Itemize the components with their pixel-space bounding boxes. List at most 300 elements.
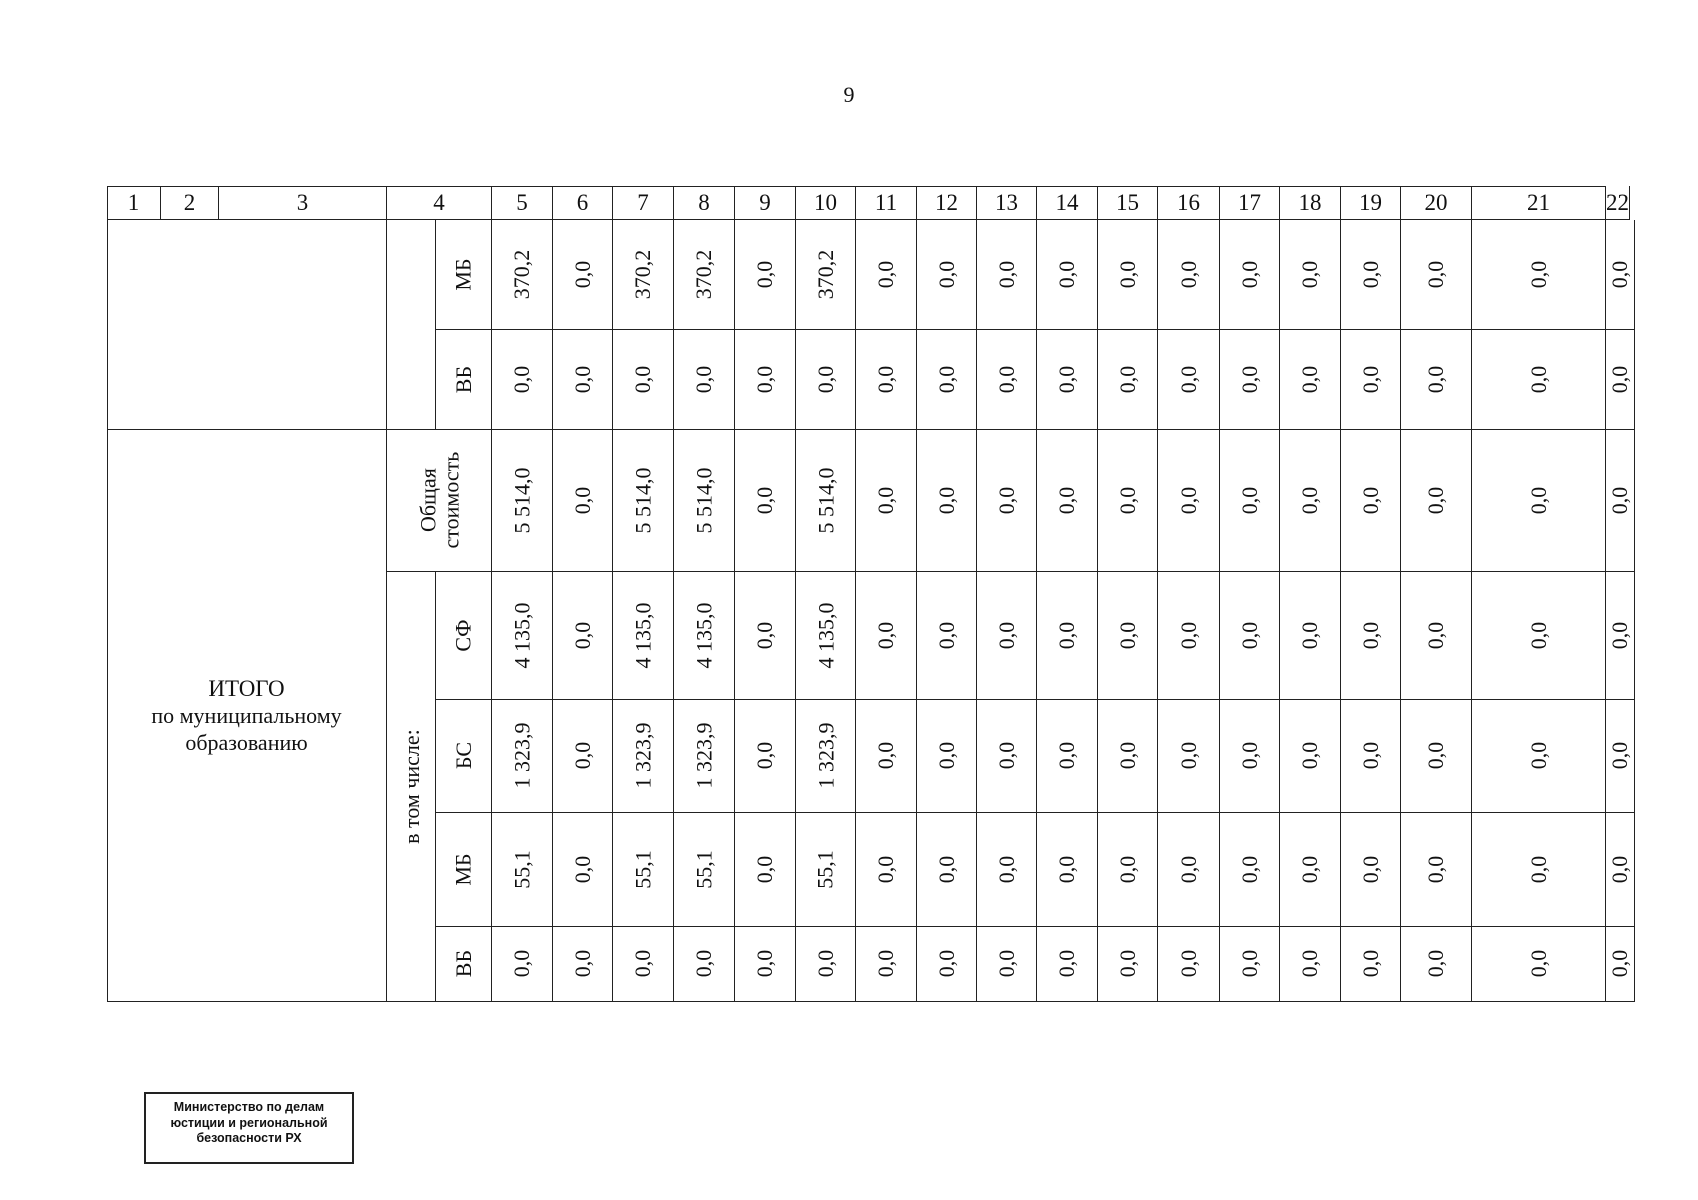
value-cell [856, 572, 917, 700]
value-cell [1341, 700, 1401, 813]
value: 1 323,9 [509, 723, 535, 789]
value: 0,0 [933, 950, 959, 978]
value-cell [553, 220, 613, 330]
value: 0,0 [993, 950, 1019, 978]
header-number: 6 [576, 189, 589, 215]
value: 0,0 [752, 260, 778, 289]
value: 0,0 [873, 260, 899, 289]
value: 0,0 [993, 621, 1019, 650]
value: 0,0 [1423, 486, 1449, 515]
value: 0,0 [1297, 486, 1323, 515]
value: 4 135,0 [630, 602, 656, 669]
value-cell [1098, 572, 1158, 700]
value-cell [1401, 927, 1472, 1002]
value: 0,0 [752, 486, 778, 515]
value: 0,0 [1114, 621, 1140, 650]
total-title-cell [107, 430, 387, 1002]
header-number: 14 [1055, 189, 1079, 215]
header-number: 21 [1527, 189, 1550, 215]
value-cell [1220, 572, 1280, 700]
header-number: 3 [296, 189, 309, 215]
value-cell [1401, 430, 1472, 572]
header-cell [1401, 186, 1472, 220]
value: 0,0 [1525, 365, 1551, 394]
value: 0,0 [933, 742, 959, 770]
value: 5 514,0 [691, 467, 717, 534]
value-cell [1472, 220, 1606, 330]
value: 0,0 [630, 950, 656, 978]
value: 0,0 [509, 950, 535, 978]
value: 0,0 [1175, 621, 1201, 650]
value: 0,0 [1054, 486, 1080, 515]
value: 4 135,0 [509, 602, 535, 669]
header-cell [1098, 186, 1158, 220]
header-number: 7 [637, 189, 649, 215]
row-label: МБ [450, 853, 476, 886]
value-cell [1220, 220, 1280, 330]
value-cell [1341, 927, 1401, 1002]
value: 4 135,0 [691, 602, 717, 669]
value: 5 514,0 [812, 467, 838, 534]
header-cell [219, 186, 387, 220]
header-number: 17 [1238, 189, 1261, 215]
value: 0,0 [1297, 742, 1323, 770]
header-cell [1037, 186, 1098, 220]
value: 0,0 [1236, 855, 1262, 884]
value: 0,0 [1175, 365, 1201, 394]
value: 0,0 [1607, 260, 1633, 289]
value: 0,0 [752, 365, 778, 394]
header-cell [1606, 186, 1630, 220]
value-cell [1098, 330, 1158, 430]
value: 0,0 [1357, 260, 1383, 289]
value: 0,0 [1175, 260, 1201, 289]
header-number: 16 [1177, 189, 1200, 215]
value: 0,0 [1297, 855, 1323, 884]
value: 0,0 [1054, 260, 1080, 289]
value: 0,0 [993, 365, 1019, 394]
value: 0,0 [1054, 742, 1080, 770]
row-label-cell [436, 927, 492, 1002]
header-number: 19 [1359, 189, 1382, 215]
value-cell [856, 700, 917, 813]
value-cell [1472, 700, 1606, 813]
value: 0,0 [569, 365, 595, 394]
value-cell [1158, 330, 1220, 430]
value-cell [1341, 330, 1401, 430]
value: 0,0 [1525, 486, 1551, 515]
header-cell [796, 186, 856, 220]
value: 0,0 [1114, 742, 1140, 770]
value-cell [917, 700, 977, 813]
row-label: МБ [450, 258, 476, 291]
header-cell [1158, 186, 1220, 220]
value: 5 514,0 [630, 467, 656, 534]
header-cell [856, 186, 917, 220]
value-cell [1401, 813, 1472, 927]
value: 4 135,0 [812, 602, 838, 669]
value-cell [1098, 700, 1158, 813]
value-cell [674, 700, 735, 813]
value: 1 323,9 [812, 723, 838, 789]
value: 0,0 [752, 855, 778, 884]
value-cell [1401, 330, 1472, 430]
value: 0,0 [1423, 742, 1449, 770]
value: 0,0 [1423, 365, 1449, 394]
value-cell [977, 813, 1037, 927]
total-cost-label-line-1: Общая [414, 468, 440, 533]
value: 0,0 [1607, 365, 1633, 394]
value-cell [492, 572, 553, 700]
value-cell [917, 813, 977, 927]
value-cell [1280, 700, 1341, 813]
header-number: 1 [127, 189, 140, 215]
value-cell [977, 220, 1037, 330]
value-cell [1098, 220, 1158, 330]
value-cell [674, 927, 735, 1002]
value-cell [1037, 572, 1098, 700]
value: 0,0 [933, 621, 959, 650]
value-cell [977, 927, 1037, 1002]
value: 55,1 [630, 850, 656, 889]
value: 0,0 [1175, 855, 1201, 884]
header-number: 4 [433, 189, 445, 215]
value: 55,1 [812, 850, 838, 889]
value: 0,0 [1525, 621, 1551, 650]
value-cell [1472, 813, 1606, 927]
value-cell [613, 700, 674, 813]
value: 0,0 [630, 365, 656, 394]
row-label: СФ [450, 619, 476, 652]
value-cell [492, 927, 553, 1002]
value-cell [1098, 927, 1158, 1002]
value-cell [796, 813, 856, 927]
row-label: ВБ [450, 950, 476, 978]
value-cell [613, 927, 674, 1002]
value-cell [856, 220, 917, 330]
value-cell [856, 430, 917, 572]
value-cell [735, 330, 796, 430]
value-cell [1158, 927, 1220, 1002]
value: 0,0 [1357, 950, 1383, 978]
value-cell [735, 430, 796, 572]
row-label-cell [436, 813, 492, 927]
value: 1 323,9 [630, 723, 656, 789]
header-cell [735, 186, 796, 220]
value: 0,0 [1423, 950, 1449, 978]
value-cell [1341, 220, 1401, 330]
value-cell [1220, 330, 1280, 430]
value-cell [1341, 430, 1401, 572]
value-cell [553, 927, 613, 1002]
row-label-cell [436, 330, 492, 430]
including-label-cell [387, 572, 436, 1002]
value: 0,0 [1357, 621, 1383, 650]
value: 0,0 [569, 486, 595, 515]
value-cell [1158, 572, 1220, 700]
value: 0,0 [1236, 486, 1262, 515]
value-cell [553, 700, 613, 813]
row-label-cell [436, 700, 492, 813]
header-number: 9 [759, 189, 771, 215]
value-cell [492, 430, 553, 572]
value: 0,0 [993, 486, 1019, 515]
value-cell [917, 927, 977, 1002]
value: 0,0 [812, 950, 838, 978]
header-cell [674, 186, 735, 220]
value: 0,0 [812, 365, 838, 394]
value: 0,0 [1114, 855, 1140, 884]
value: 0,0 [933, 855, 959, 884]
header-cell [917, 186, 977, 220]
value-cell [856, 813, 917, 927]
value-cell [796, 430, 856, 572]
stamp-line-2: юстиции и региональной [170, 1115, 328, 1130]
value-cell [674, 220, 735, 330]
value-cell [1220, 813, 1280, 927]
value: 0,0 [1525, 950, 1551, 978]
value: 0,0 [1525, 260, 1551, 289]
value: 0,0 [752, 950, 778, 978]
value: 0,0 [1054, 950, 1080, 978]
value: 0,0 [752, 742, 778, 770]
value-cell [1220, 430, 1280, 572]
value-cell [796, 700, 856, 813]
total-cost-label-cell [387, 430, 492, 572]
total-title-line-2: по муниципальному [151, 702, 342, 728]
value-cell [492, 330, 553, 430]
value: 0,0 [1236, 260, 1262, 289]
row-label-cell [436, 220, 492, 330]
value: 1 323,9 [691, 723, 717, 789]
value-cell [553, 813, 613, 927]
value-cell [553, 572, 613, 700]
value-cell [492, 813, 553, 927]
value: 0,0 [1236, 621, 1262, 650]
value: 0,0 [873, 855, 899, 884]
header-cell [1341, 186, 1401, 220]
value-cell [1158, 813, 1220, 927]
value: 0,0 [1357, 855, 1383, 884]
value: 0,0 [1607, 742, 1633, 770]
value: 0,0 [933, 365, 959, 394]
value-cell [1472, 430, 1606, 572]
total-title-line-1: ИТОГО [208, 675, 285, 701]
value: 0,0 [1297, 621, 1323, 650]
value-cell [613, 572, 674, 700]
total-title-line-3: образованию [185, 729, 308, 755]
value: 0,0 [1114, 365, 1140, 394]
value: 0,0 [993, 742, 1019, 770]
value: 370,2 [691, 249, 717, 300]
value: 0,0 [1114, 486, 1140, 515]
value: 0,0 [752, 621, 778, 650]
header-number: 2 [183, 189, 196, 215]
value-cell [1606, 927, 1635, 1002]
value: 0,0 [1297, 365, 1323, 394]
value-cell [1401, 220, 1472, 330]
value: 0,0 [1054, 365, 1080, 394]
value-cell [674, 572, 735, 700]
value: 0,0 [873, 486, 899, 515]
value-cell [674, 430, 735, 572]
total-title [151, 675, 341, 757]
page-number: 9 [843, 82, 855, 107]
stamp-line-3: безопасности РХ [196, 1131, 302, 1146]
value-cell [1098, 430, 1158, 572]
header-cell [613, 186, 674, 220]
value-cell [1037, 700, 1098, 813]
value-cell [613, 813, 674, 927]
header-cell [387, 186, 492, 220]
value-cell [613, 330, 674, 430]
value: 0,0 [1357, 742, 1383, 770]
value-cell [1037, 927, 1098, 1002]
header-number: 11 [874, 189, 898, 215]
value-cell [1280, 927, 1341, 1002]
value-cell [735, 700, 796, 813]
value-cell [553, 430, 613, 572]
value-cell [1280, 220, 1341, 330]
value-cell [856, 927, 917, 1002]
value: 0,0 [1175, 486, 1201, 515]
value-cell [796, 330, 856, 430]
value: 0,0 [1236, 742, 1262, 770]
value-cell [1098, 813, 1158, 927]
header-number: 10 [814, 189, 837, 215]
value: 370,2 [509, 249, 535, 300]
header-number: 5 [516, 189, 528, 215]
value: 55,1 [691, 850, 717, 889]
value-cell [1472, 330, 1606, 430]
value-cell [1280, 330, 1341, 430]
row-label: ВБ [450, 365, 476, 394]
value-cell [1341, 572, 1401, 700]
blank-group-cell [387, 220, 436, 430]
value-cell [977, 700, 1037, 813]
value-cell [735, 927, 796, 1002]
value: 0,0 [569, 260, 595, 289]
value-cell [796, 572, 856, 700]
value: 0,0 [873, 621, 899, 650]
header-number: 12 [935, 189, 958, 215]
value: 0,0 [1525, 742, 1551, 770]
value: 5 514,0 [509, 467, 535, 534]
total-cost-label [416, 452, 462, 549]
value-cell [1606, 220, 1635, 330]
value: 0,0 [1357, 486, 1383, 515]
value: 0,0 [691, 950, 717, 978]
value-cell [1341, 813, 1401, 927]
header-cell [1220, 186, 1280, 220]
value-cell [917, 572, 977, 700]
value-cell [977, 572, 1037, 700]
header-cell [1472, 186, 1606, 220]
value-cell [917, 430, 977, 572]
value: 0,0 [1114, 260, 1140, 289]
value: 0,0 [933, 486, 959, 515]
blank-name-cell [107, 220, 387, 430]
value: 0,0 [1175, 742, 1201, 770]
value: 0,0 [1525, 855, 1551, 884]
value: 0,0 [1236, 365, 1262, 394]
value-cell [1606, 430, 1635, 572]
value: 0,0 [873, 365, 899, 394]
header-number: 20 [1424, 189, 1448, 215]
header-number: 15 [1116, 189, 1139, 215]
value: 0,0 [993, 855, 1019, 884]
value-cell [977, 430, 1037, 572]
value: 0,0 [933, 260, 959, 289]
value-cell [1606, 700, 1635, 813]
value: 0,0 [1423, 621, 1449, 650]
header-cell [107, 186, 161, 220]
value: 0,0 [1423, 260, 1449, 289]
value-cell [492, 220, 553, 330]
value-cell [1037, 330, 1098, 430]
value: 0,0 [569, 621, 595, 650]
value-cell [917, 330, 977, 430]
header-cell [161, 186, 219, 220]
value: 370,2 [630, 249, 656, 300]
header-number: 8 [698, 189, 710, 215]
value-cell [613, 220, 674, 330]
value-cell [1220, 927, 1280, 1002]
value-cell [1472, 572, 1606, 700]
value-cell [674, 813, 735, 927]
header-cell [977, 186, 1037, 220]
header-cell [492, 186, 553, 220]
header-cell [553, 186, 613, 220]
value: 0,0 [873, 742, 899, 770]
value-cell [492, 700, 553, 813]
value: 0,0 [1297, 950, 1323, 978]
value: 0,0 [1236, 950, 1262, 978]
value: 0,0 [1607, 855, 1633, 884]
value: 0,0 [1607, 486, 1633, 515]
value-cell [796, 927, 856, 1002]
total-cost-label-line-2: стоимость [438, 452, 463, 549]
value-cell [1158, 220, 1220, 330]
value-cell [1037, 813, 1098, 927]
value: 0,0 [873, 950, 899, 978]
value-cell [1606, 330, 1635, 430]
value-cell [1472, 927, 1606, 1002]
stamp-line-1: Министерство по делам [173, 1100, 325, 1114]
ministry-stamp [144, 1092, 354, 1164]
value-cell [674, 330, 735, 430]
value-cell [1158, 700, 1220, 813]
header-number: 22 [1606, 189, 1629, 215]
value-cell [1037, 430, 1098, 572]
value-cell [1280, 430, 1341, 572]
value-cell [917, 220, 977, 330]
value: 0,0 [569, 742, 595, 770]
value: 0,0 [1114, 950, 1140, 978]
value-cell [1280, 572, 1341, 700]
value: 0,0 [509, 365, 535, 394]
value: 0,0 [569, 950, 595, 978]
value-cell [1220, 700, 1280, 813]
value: 55,1 [509, 850, 535, 889]
header-number: 18 [1298, 189, 1322, 215]
header-number: 13 [995, 189, 1018, 215]
value-cell [1401, 700, 1472, 813]
value-cell [1158, 430, 1220, 572]
value-cell [796, 220, 856, 330]
value-cell [735, 220, 796, 330]
value: 0,0 [1054, 621, 1080, 650]
